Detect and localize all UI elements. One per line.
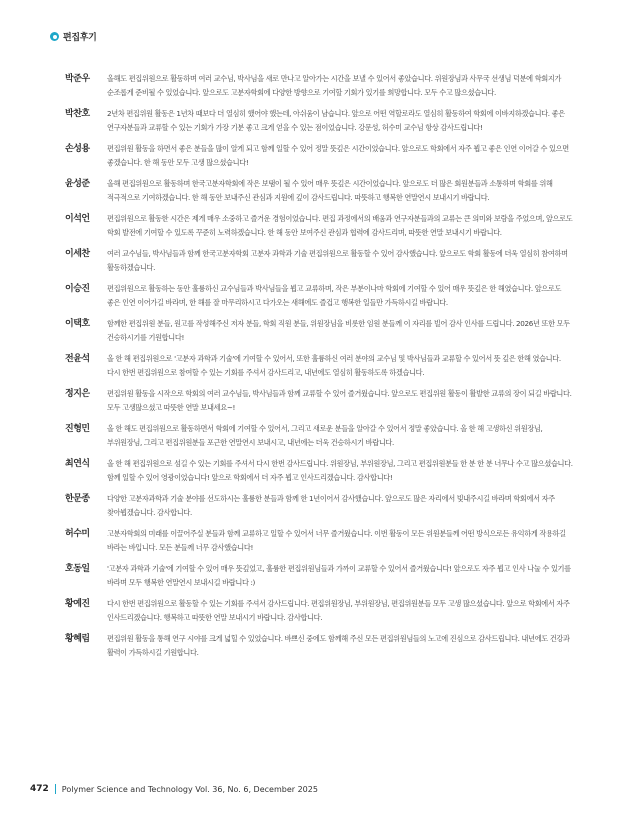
entry [65, 632, 575, 660]
entry [65, 597, 575, 625]
entry-name: 황혜림 [65, 634, 90, 644]
entry-text: 다시 한번 편집위원으로 활동할 수 있는 기회를 주셔서 감사드립니다. 편집위원장님, 부위원장님, 편집위원분들 모두 고생 많으셨습니다. 앞으로 학회에서 자주 인사드리겠습니다. 행복하고 따뜻한 연말 보내시기 바랍니다. 감사합니다. [107, 599, 570, 622]
entry-text: '고분자 과학과 기술'에 기여할 수 있어 매우 뜻깊었고, 훌륭한 편집위원님들과 가까이 교류할 수 있어서 즐거웠습니다! 앞으로도 자주 뵙고 인사 나눌 수 있기를 바라며 모두 행복한 연말연시 보내시길 바랍니다 :) [107, 564, 571, 587]
circle-bullet-icon [50, 32, 59, 41]
entry-name: 진형민 [65, 424, 90, 434]
section-header [50, 30, 97, 43]
entry [65, 527, 575, 555]
entry-name: 이석언 [65, 214, 90, 224]
entry-name: 이택호 [65, 319, 90, 329]
entry-name: 박준우 [65, 74, 90, 84]
entry [65, 177, 575, 205]
entry-name: 황예진 [65, 599, 90, 609]
footer-divider [55, 784, 56, 794]
entry-text: 편집위원으로 활동하는 동안 훌륭하신 교수님들과 박사님들을 뵙고 교류하며, 작은 부분이나마 학회에 기여할 수 있어 매우 뜻깊은 한 해였습니다. 앞으로도 좋은 인연 이어가길 바라며, 한 해를 잘 마무리하시고 다가오는 새해에도 즐겁고 행복한 일들만 가득하시길 바랍니다. [107, 284, 562, 307]
entry-name: 정지은 [65, 389, 90, 399]
entry [65, 387, 575, 415]
entry-text: 여러 교수님들, 박사님들과 함께 한국고분자학회 고분자 과학과 기술 편집위원으로 활동할 수 있어 감사했습니다. 앞으로도 학회 활동에 더욱 열심히 참여하며 활동하겠습니다. [107, 249, 568, 272]
entry [65, 317, 575, 345]
entry-text: 함께한 편집위원 분들, 원고를 작성해주신 저자 분들, 학회 직원 분들, 위원장님을 비롯한 임원 분들께 이 자리를 빌어 감사 인사를 드립니다. 2026년 또한 모두 건승하시기를 기원합니다! [107, 319, 570, 342]
entry-name: 허수미 [65, 529, 90, 539]
entries-list [65, 72, 575, 667]
entry-name: 이승진 [65, 284, 90, 294]
entry [65, 352, 575, 380]
entry-text: 올해도 편집위원으로 활동하며 여러 교수님, 박사님을 새로 만나고 알아가는 시간을 보낼 수 있어서 좋았습니다. 위원장님과 사무국 선생님 덕분에 학회지가 순조롭게 준비될 수 있었습니다. 앞으로도 고분자학회에 다양한 방향으로 기여할 기회가 있기를 희망합니다. 모두 수고 많으셨습니다. [107, 74, 562, 97]
section-title: 편집후기 [63, 33, 97, 43]
entry [65, 72, 575, 100]
entry-text: 편집위원 활동을 시작으로 학회의 여러 교수님들, 박사님들과 함께 교류할 수 있어 즐거웠습니다. 앞으로도 편집위원 활동이 활발한 교류의 장이 되길 바랍니다. 모두 고생많으셨고 따뜻한 연말 보내세요~! [107, 389, 572, 412]
entry-text: 편집위원으로 활동한 시간은 제게 매우 소중하고 즐거운 경험이었습니다. 편집 과정에서의 배움과 연구자분들과의 교류는 큰 의미와 보람을 주었으며, 앞으로도 학회 발전에 기여할 수 있도록 꾸준히 노력하겠습니다. 한 해 동안 보여주신 관심과 협력에 감사드리며, 따뜻한 연말 보내시기 바랍니다. [107, 214, 573, 237]
entry [65, 282, 575, 310]
entry [65, 562, 575, 590]
entry-name: 윤성준 [65, 179, 90, 189]
page-number: 472 [30, 784, 49, 794]
entry-text: 올 한 해 편집위원으로 '고분자 과학과 기술'에 기여할 수 있어서, 또한 훌륭하신 여러 분야의 교수님 및 박사님들과 교류할 수 있어서 뜻 깊은 한해 였습니다. 다시 한번 편집위원으로 참여할 수 있는 기회를 주셔서 감사드리고, 내년에도 열심히 활동하도록 하겠습니다. [107, 354, 561, 377]
entry [65, 457, 575, 485]
entry [65, 247, 575, 275]
entry-name: 박찬호 [65, 109, 90, 119]
entry-name: 이세찬 [65, 249, 90, 259]
entry-name: 한문종 [65, 494, 90, 504]
entry-name: 최연식 [65, 459, 90, 469]
entry-text: 고분자학회의 미래를 이끌어주실 분들과 함께 교류하고 일할 수 있어서 너무 즐거웠습니다. 이번 활동이 모든 위원분들께 어떤 방식으로든 유익하게 작용하길 바라는 바입니다. 모든 분들께 너무 감사했습니다! [107, 529, 566, 552]
entry [65, 212, 575, 240]
entry-name: 손성용 [65, 144, 90, 154]
entry [65, 492, 575, 520]
journal-info: Polymer Science and Technology Vol. 36, No. 6, December 2025 [61, 784, 318, 794]
entry-name: 호동일 [65, 564, 90, 574]
entry [65, 142, 575, 170]
entry-text: 올 한 해도 편집위원으로 활동하면서 학회에 기여할 수 있어서, 그리고 새로운 분들을 알아갈 수 있어서 정말 좋았습니다. 올 한 해 고생하신 위원장님, 부위원장님, 그리고 편집위원분들 포근한 연말연시 보내시고, 내년에는 더욱 건승하시기 바랍니다. [107, 424, 543, 447]
entry-text: 올해 편집위원으로 활동하며 한국고분자학회에 작은 보탬이 될 수 있어 매우 뜻깊은 시간이었습니다. 앞으로도 더 많은 회원분들과 소통하며 학회를 위해 적극적으로 기여하겠습니다. 한 해 동안 보내주신 관심과 지원에 깊이 감사드립니다. 따뜻하고 행복한 연말연시 보내시기 바랍니다. [107, 179, 553, 202]
entry [65, 107, 575, 135]
entry-text: 편집위원 활동을 통해 연구 시야를 크게 넓힐 수 있었습니다. 바쁘신 중에도 함께해 주신 모든 편집위원님들의 노고에 진심으로 감사드립니다. 내년에도 건강과 활력이 가득하시길 기원합니다. [107, 634, 570, 657]
entry [65, 422, 575, 450]
entry-text: 편집위원 활동을 하면서 좋은 분들을 많이 알게 되고 함께 일할 수 있어 정말 뜻깊은 시간이었습니다. 앞으로도 학회에서 자주 뵙고 좋은 인연 이어갈 수 있으면 좋겠습니다. 한 해 동안 모두 고생 많으셨습니다! [107, 144, 569, 167]
page-footer [30, 784, 318, 794]
entry-text: 2년차 편집위원 활동은 1년차 때보다 더 열심히 했어야 했는데, 아쉬움이 남습니다. 앞으로 어떤 역할로라도 열심히 활동하여 학회에 이바지하겠습니다. 좋은 연구자분들과 교류할 수 있는 기회가 가장 기분 좋고 크게 얻을 수 있는 점이었습니다. 강문성, 허수미 교수님 항상 감사드립니다! [107, 109, 565, 132]
entry-text: 올 한 해 편집위원으로 섬길 수 있는 기회를 주셔서 다시 한번 감사드립니다. 위원장님, 부위원장님, 그리고 편집위원분들 한 분 한 분 너무나 수고 많으셨습니다. 함께 일할 수 있어 영광이었습니다! 앞으로 학회에서 더 자주 뵙고 인사드리겠습니다. 감사합니다! [107, 459, 573, 482]
entry-name: 전윤석 [65, 354, 90, 364]
entry-text: 다양한 고분자과학과 기술 분야를 선도하시는 훌륭한 분들과 함께 한 1년이어서 감사했습니다. 앞으로도 많은 자리에서 빛내주시길 바라며 학회에서 자주 찾아뵙겠습니다. 감사합니다. [107, 494, 555, 517]
